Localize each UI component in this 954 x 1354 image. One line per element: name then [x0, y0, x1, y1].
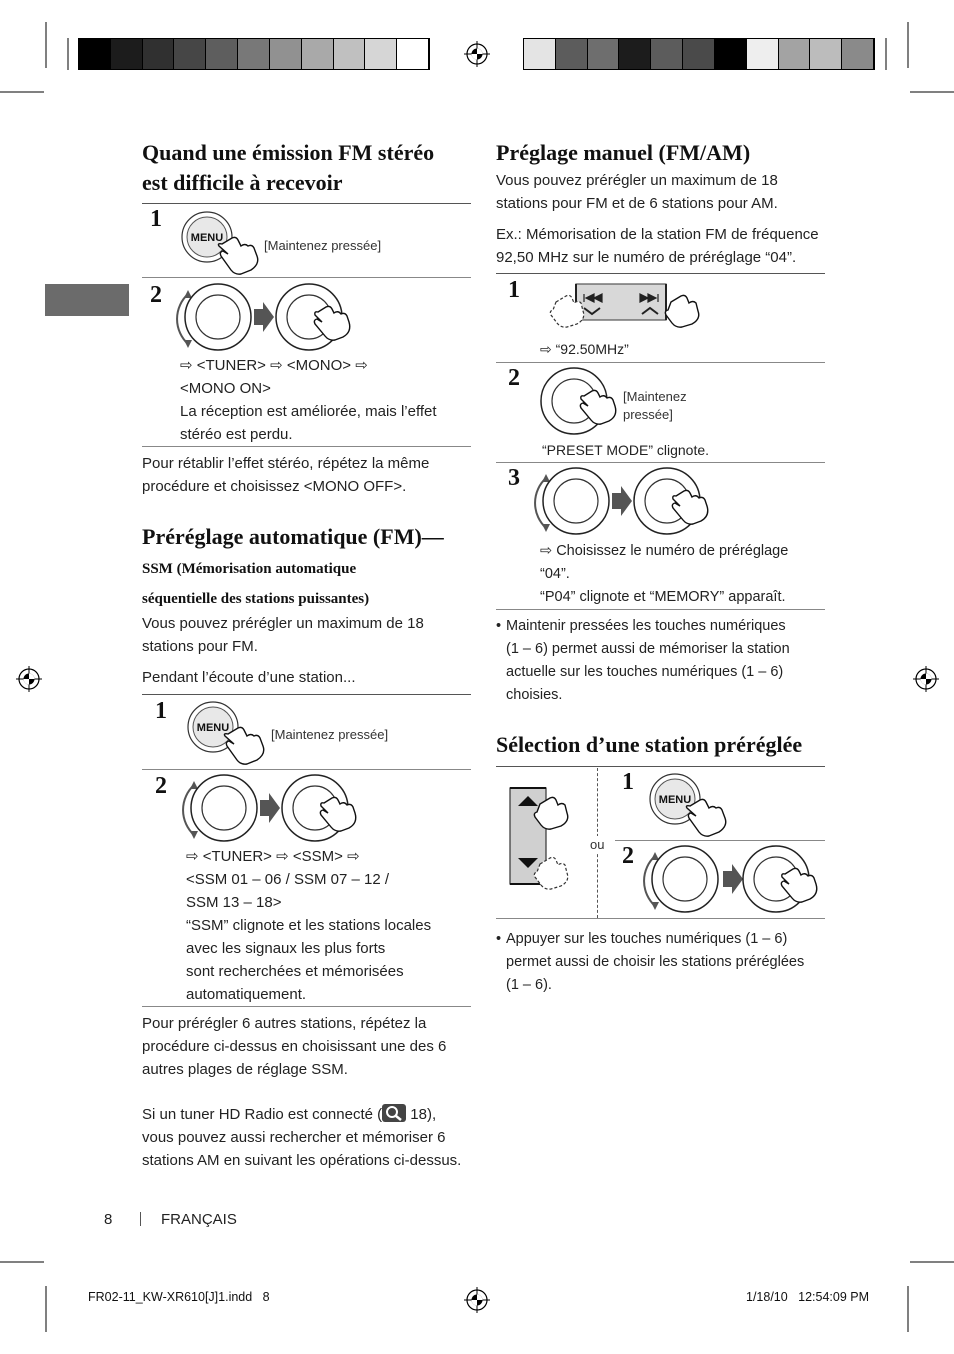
menu-button-icon[interactable]	[648, 772, 738, 834]
registration-mark-icon	[464, 1287, 490, 1313]
step-number: 1	[508, 277, 520, 303]
control-dial-icon[interactable]	[184, 773, 374, 845]
step-3-text: ⇨ Choisissez le numéro de préréglage “04”. “P04” clignote et “MEMORY” apparaît.	[540, 543, 789, 605]
step-number: 3	[508, 465, 520, 491]
color-swatch	[397, 39, 429, 69]
control-dial-icon[interactable]	[178, 282, 368, 354]
color-swatch	[651, 39, 683, 69]
note-text: Pour rétablir l’effet stéréo, répétez la même procédure et choisissez <MONO OFF>.	[142, 455, 430, 495]
svg-text:MENU: MENU	[190, 232, 224, 244]
section-title-fm-stereo: Quand une émission FM stéréo est difficile à recevoir	[142, 140, 435, 195]
color-swatch	[810, 39, 842, 69]
magnifier-icon	[382, 1104, 406, 1122]
bullet-note: • Appuyer sur les touches numériques (1 – 6) permet aussi de choisir les stations préréglées (1 – 6).	[496, 931, 805, 993]
hold-instruction: [Maintenez pressée]	[264, 238, 382, 253]
section-title-manual-preset: Préglage manuel (FM/AM)	[496, 140, 751, 165]
language-label: FRANÇAIS	[161, 1211, 237, 1228]
color-swatch	[302, 39, 334, 69]
preset-scroll-icon[interactable]	[500, 770, 590, 900]
control-dial-icon[interactable]	[645, 844, 835, 916]
step-number: 1	[155, 698, 167, 724]
color-swatch	[524, 39, 556, 69]
color-swatch	[365, 39, 397, 69]
step-2-text: “PRESET MODE” clignote.	[542, 442, 710, 458]
step-number: 1	[150, 206, 162, 232]
timestamp-slug: 1/18/10 12:54:09 PM	[746, 1290, 870, 1304]
tuning-buttons-icon[interactable]	[536, 282, 706, 334]
color-swatch	[842, 39, 874, 69]
step-number: 2	[155, 773, 167, 799]
footer-divider	[140, 1212, 141, 1226]
file-slug: FR02-11_KW-XR610[J]1.indd 8	[88, 1290, 270, 1304]
side-tab	[45, 284, 129, 316]
section-title-auto-preset: Préréglage automatique (FM)—	[142, 524, 444, 549]
color-swatch	[206, 39, 238, 69]
registration-mark-icon	[464, 41, 490, 67]
paragraph: Pendant l’écoute d’une station...	[142, 669, 356, 686]
note-text: Pour prérégler 6 autres stations, répétez la procédure ci-dessus en choisissant une des 6 autres plages de réglage SSM.	[142, 1015, 447, 1078]
color-swatch	[619, 39, 651, 69]
color-swatch	[79, 39, 111, 69]
svg-text:MENU: MENU	[196, 722, 230, 734]
menu-button-icon[interactable]	[180, 210, 270, 272]
hold-instruction: [Maintenez pressée]	[271, 727, 389, 742]
step-2-text: ⇨ <TUNER> ⇨ <SSM> ⇨ <SSM 01 – 06 / SSM 07 – 12 / SSM 13 – 18> “SSM” clignote et les stations locales avec les signaux les plus forts sont recherchées et mémorisées automatiquement.	[186, 847, 432, 1003]
step-number: 2	[150, 282, 162, 308]
paragraph: Vous pouvez prérégler un maximum de 18 stations pour FM.	[142, 615, 424, 655]
paragraph: Vous pouvez prérégler un maximum de 18 stations pour FM et de 6 stations pour AM.	[496, 172, 778, 212]
page-number: 8	[104, 1211, 113, 1228]
step-2-text: ⇨ <TUNER> ⇨ <MONO> ⇨ <MONO ON> La réception est améliorée, mais l’effet stéréo est perdu.	[180, 356, 437, 443]
color-bar-left	[78, 38, 430, 70]
hd-radio-note: Si un tuner HD Radio est connecté ( 18), vous pouvez aussi rechercher et mémoriser 6 stations AM en suivant les opérations ci-dessus.	[142, 1106, 462, 1169]
section-title-select-preset: Sélection d’une station préréglée	[496, 732, 803, 757]
color-swatch	[334, 39, 366, 69]
color-swatch	[683, 39, 715, 69]
step-number: 2	[508, 365, 520, 391]
control-dial-icon[interactable]	[536, 466, 726, 538]
frequency-display: ⇨ “92.50MHz”	[540, 341, 629, 358]
color-swatch	[779, 39, 811, 69]
or-label: ou	[590, 837, 605, 852]
color-swatch	[238, 39, 270, 69]
color-swatch	[270, 39, 302, 69]
color-swatch	[174, 39, 206, 69]
control-dial-icon[interactable]	[538, 366, 628, 438]
registration-mark-icon	[913, 666, 939, 692]
color-swatch	[556, 39, 588, 69]
color-swatch	[715, 39, 747, 69]
color-swatch	[111, 39, 143, 69]
svg-text:MENU: MENU	[658, 794, 692, 806]
paragraph: Ex.: Mémorisation de la station FM de fréquence 92,50 MHz sur le numéro de préréglage “04”.	[496, 226, 819, 266]
ssm-subtitle: SSM (Mémorisation automatique séquentielle des stations puissantes)	[142, 561, 370, 607]
color-swatch	[747, 39, 779, 69]
step-number: 1	[622, 769, 634, 795]
color-swatch	[588, 39, 620, 69]
color-swatch	[143, 39, 175, 69]
registration-mark-icon	[16, 666, 42, 692]
color-bar-right	[523, 38, 875, 70]
hold-instruction: [Maintenez pressée]	[623, 389, 687, 422]
bullet-note: • Maintenir pressées les touches numériques (1 – 6) permet aussi de mémoriser la station actuelle sur les touches numériques (1 – 6) choisies.	[496, 618, 790, 703]
step-number: 2	[622, 843, 634, 869]
menu-button-icon[interactable]	[186, 700, 276, 762]
